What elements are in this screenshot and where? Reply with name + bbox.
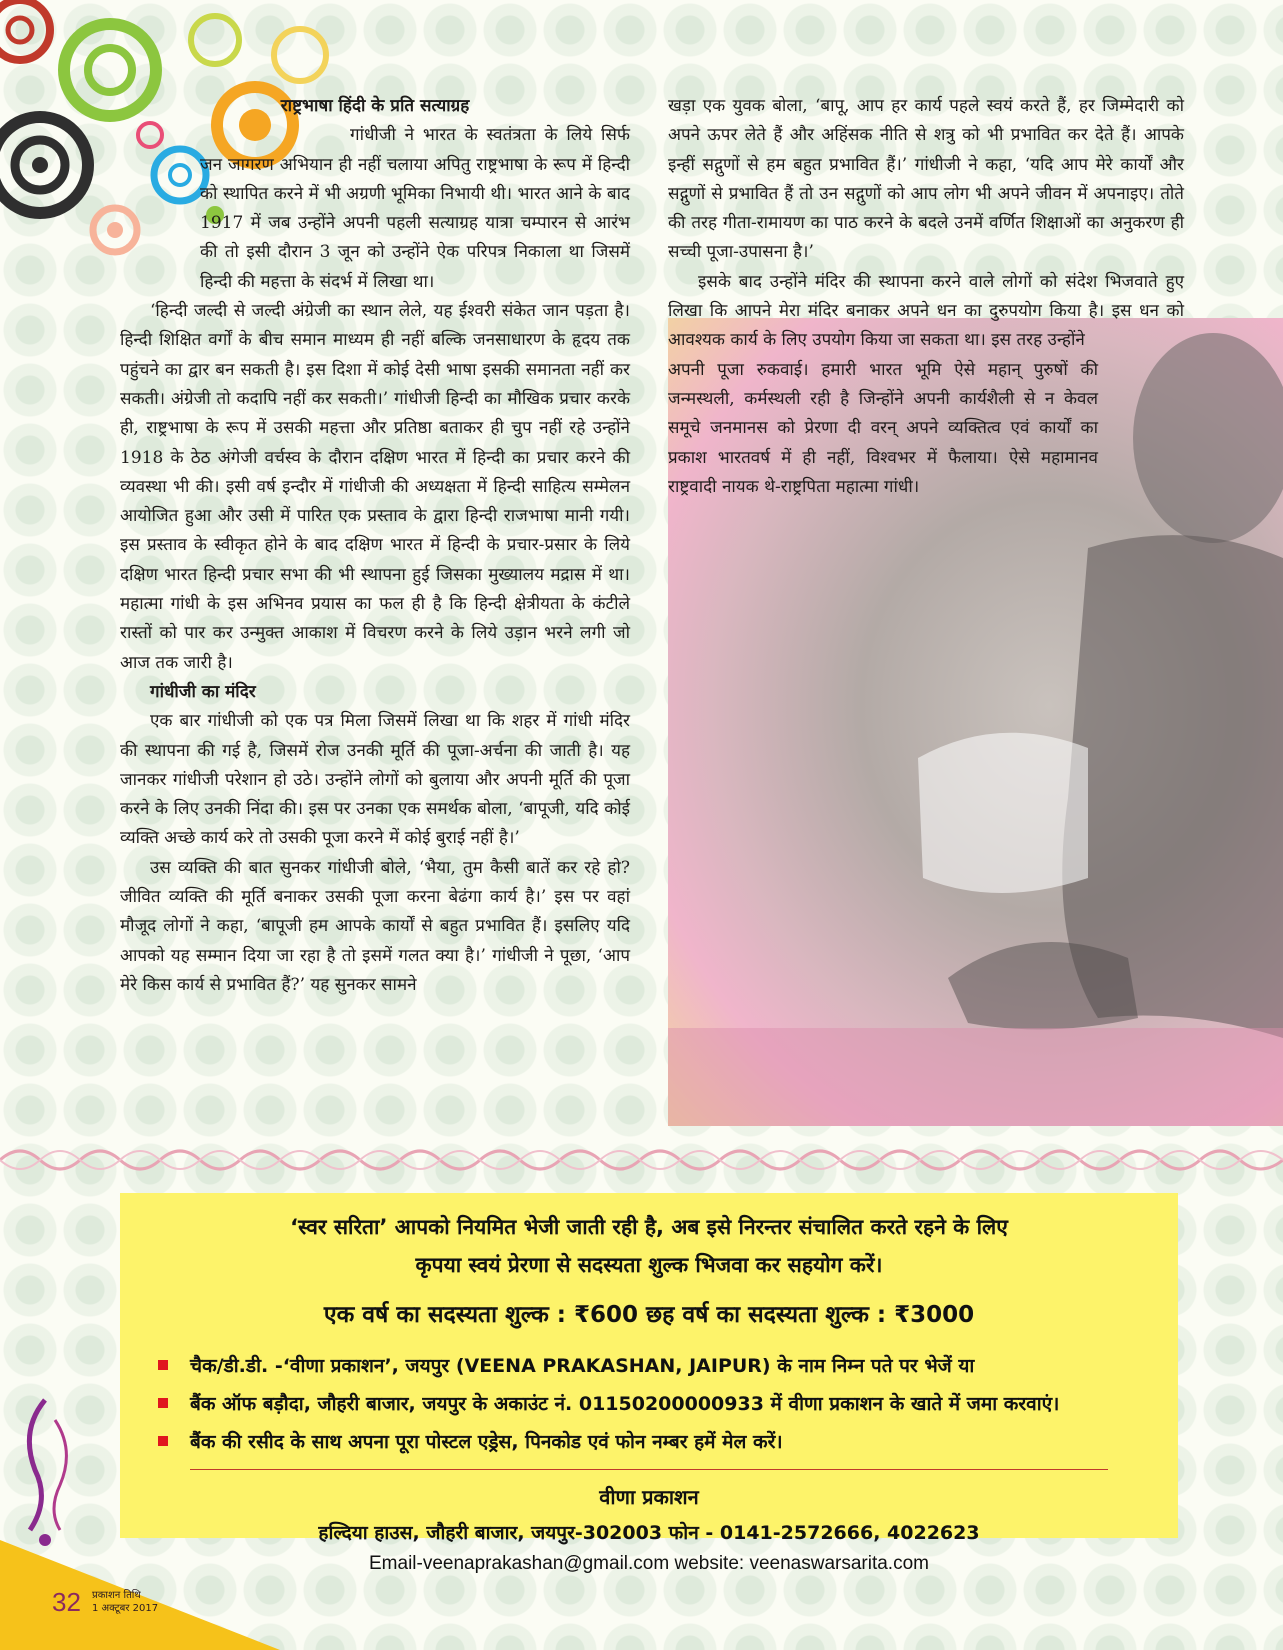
- divider: [190, 1469, 1108, 1470]
- publisher-address: हल्दिया हाउस, जौहरी बाजार, जयपुर-302003 फोन - 0141-2572666, 4022623: [318, 1522, 980, 1544]
- paragraph-hindi-quote: ‘हिन्दी जल्दी से जल्दी अंग्रेजी का स्थान लेले, यह ईश्वरी संकेत जान पड़ता है। हिन्दी शिक्षित वर्गों के बीच समान माध्यम ही नहीं बल्कि जनसाधारण के हृदय तक पहुंचने का द्वार बन सकती है। इस दिशा में कोई देसी भाषा इसकी समानता नहीं कर सकती। अंग्रेजी तो कदापि नहीं कर सकती।’ गांधीजी हिन्दी का मौखिक प्रचार करके ही, राष्ट्रभाषा के रूप में उसकी महत्ता और प्रतिष्ठा बताकर ही चुप नहीं रहे उन्होंने 1918 के ठेठ अंगेजी वर्चस्व के दौरान दक्षिण भारत में हिन्दी का प्रचार करने की व्यवस्था भी की। इसी वर्ष इन्दौर में गांधीजी की अध्यक्षता में हिन्दी साहित्य सम्मेलन आयोजित हुआ और उसी में पारित एक प्रस्ताव के द्वारा हिन्दी राजभाषा मानी गयी। इस प्रस्ताव के स्वीकृत होने के बाद दक्षिण भारत में हिन्दी के प्रचार-प्रसार के लिये दक्षिण भारत हिन्दी प्रचार सभा की भी स्थापना हुई जिसका मुख्यालय मद्रास में था। महात्मा गांधी के इस अभिनव प्रयास का फल ही है कि हिन्दी क्षेत्रीयता के कंटीले रास्तों को पार कर उन्मुक्त आकाश में विचरण करने के लिये उड़ान भरने लगी जो आज तक जारी है।: [120, 301, 630, 673]
- subscription-fee: एक वर्ष का सदस्यता शुल्क : ₹600 छह वर्ष का सदस्यता शुल्क : ₹3000: [323, 1302, 975, 1328]
- bullet-square-icon: [158, 1360, 168, 1370]
- list-item: [158, 1349, 1168, 1387]
- paragraph-hindi-history: गांधीजी ने भारत के स्वतंत्रता के लिये सिर्फ जन जागरण अभियान ही नहीं चलाया अपितु राष्ट्रभाषा के रूप में हिन्दी को स्थापित करने में भी अग्रणी भूमिका निभायी थी। भारत आने के बाद 1917 में जब उन्होंने अपनी पहली सत्याग्रह यात्रा चम्पारन से आरंभ की तो इसी दौरान 3 जून को उन्होंने ऐक परिपत्र निकाला था जिसमें हिन्दी की महत्ता के संदर्भ में लिखा था।: [200, 125, 630, 292]
- list-item: [158, 1387, 1168, 1425]
- publication-date-label: प्रकाशन तिथि: [92, 1590, 141, 1601]
- paragraph-temple-dialogue: उस व्यक्ति की बात सुनकर गांधीजी बोले, ‘भैया, तुम कैसी बातें कर रहे हो? जीवित व्यक्ति की मूर्ति बनाकर उसकी पूजा करना बेढंगा कार्य है।’ इस पर वहां मौजूद लोगों ने कहा, ‘बापूजी हम आपके कार्यों से बहुत प्रभावित हैं। इसलिए यदि आपको यह सम्मान दिया जा रहा है तो इसमें गलत क्या है।’ गांधीजी ने पूछा, ‘आप मेरे किस कार्य से प्रभावित हैं?’ यह सुनकर सामने: [120, 857, 630, 995]
- instruction-text: चैक/डी.डी. -‘वीणा प्रकाशन’, जयपुर (VEENA PRAKASHAN, JAIPUR) के नाम निम्न पते पर भेजें या: [190, 1355, 975, 1377]
- publication-date: [92, 1589, 158, 1615]
- paragraph-message-part2: अपनी पूजा रुकवाई। हमारी भारत भूमि ऐसे महान् पुरुषों की जन्मस्थली, कर्मस्थली रही है जिन्होंने अपनी कार्यशैली से न केवल समूचे जनमानस को प्रेरणा दी वरन् अपने व्यक्तित्व एवं कार्यों का प्रकाश भारतवर्ष में ही नहीं, विश्वभर में फैलाया। ऐसे महामानव राष्ट्रवादी नायक थे-राष्ट्रपिता महात्मा गांधी।: [668, 359, 1098, 497]
- section-heading-rashtrabhasha: राष्ट्रभाषा हिंदी के प्रति सत्याग्रह: [280, 96, 470, 116]
- page-number: 32: [52, 1587, 81, 1617]
- paragraph-message-part1: इसके बाद उन्होंने मंदिर की स्थापना करने वाले लोगों को संदेश भिजवाते हुए लिखा कि आपने मेरा मंदिर बनाकर अपने धन का दुरुपयोग किया है। इस धन को आवश्यक कार्य के लिए उपयोग किया जा सकता था। इस तरह उन्होंने: [668, 271, 1184, 351]
- publisher-name: वीणा प्रकाशन: [599, 1485, 699, 1509]
- article-right-column: [668, 92, 1184, 502]
- paragraph-young-man: खड़ा एक युवक बोला, ‘बापू, आप हर कार्य पहले स्वयं करते हैं, हर जिम्मेदारी को अपने ऊपर लेते हैं और अहिंसक नीति से शत्रु को भी प्रभावित कर देते हैं। आपके इन्हीं सद्गुणों से हम बहुत प्रभावित हैं।’ गांधीजी ने कहा, ‘यदि आप मेरे कार्यों और सद्गुणों से प्रभावित हैं तो उन सद्गुणों को आप लोग भी अपने जीवन में अपनाइए। तोते की तरह गीता-रामायण का पाठ करने के बदले उनमें वर्णित शिक्षाओं का अनुकरण ही सच्ची पूजा-उपासना है।’: [668, 96, 1184, 263]
- instruction-text: बैंक ऑफ बड़ौदा, जौहरी बाजार, जयपुर के अकाउंट नं. 01150200000933 में वीणा प्रकाशन के खाते में जमा करवाएं।: [190, 1393, 1060, 1415]
- instruction-text: बैंक की रसीद के साथ अपना पूरा पोस्टल एड्रेस, पिनकोड एवं फोन नम्बर हमें मेल करें।: [190, 1431, 783, 1453]
- subscription-appeal-line1: ‘स्वर सरिता’ आपको नियमित भेजी जाती रही है, अब इसे निरन्तर संचालित करते रहने के लिए: [290, 1215, 1008, 1239]
- publication-date-value: 1 अक्टूबर 2017: [92, 1603, 159, 1614]
- payment-instructions: [158, 1349, 1168, 1463]
- list-item: [158, 1425, 1168, 1463]
- ornamental-border: [0, 1140, 1283, 1180]
- article-left-column: [120, 92, 630, 1000]
- publisher-contact: Email-veenaprakashan@gmail.com website: veenaswarsarita.com: [369, 1553, 929, 1574]
- section-heading-gandhi-temple: गांधीजी का मंदिर: [150, 681, 256, 702]
- paragraph-temple-letter: एक बार गांधीजी को एक पत्र मिला जिसमें लिखा था कि शहर में गांधी मंदिर की स्थापना की गई है, जिसमें रोज उनकी मूर्ति की पूजा-अर्चना की जाती है। यह जानकर गांधीजी परेशान हो उठे। उन्होंने लोगों को बुलाया और अपनी मूर्ति की पूजा करने के लिए उनकी निंदा की। इस पर उनका एक समर्थक बोला, ‘बापूजी, यदि कोई व्यक्ति अच्छे कार्य करे तो उसकी पूजा करने में कोई बुराई नहीं है।’: [120, 711, 630, 849]
- subscription-appeal-line2: कृपया स्वयं प्रेरणा से सदस्यता शुल्क भिजवा कर सहयोग करें।: [415, 1253, 883, 1277]
